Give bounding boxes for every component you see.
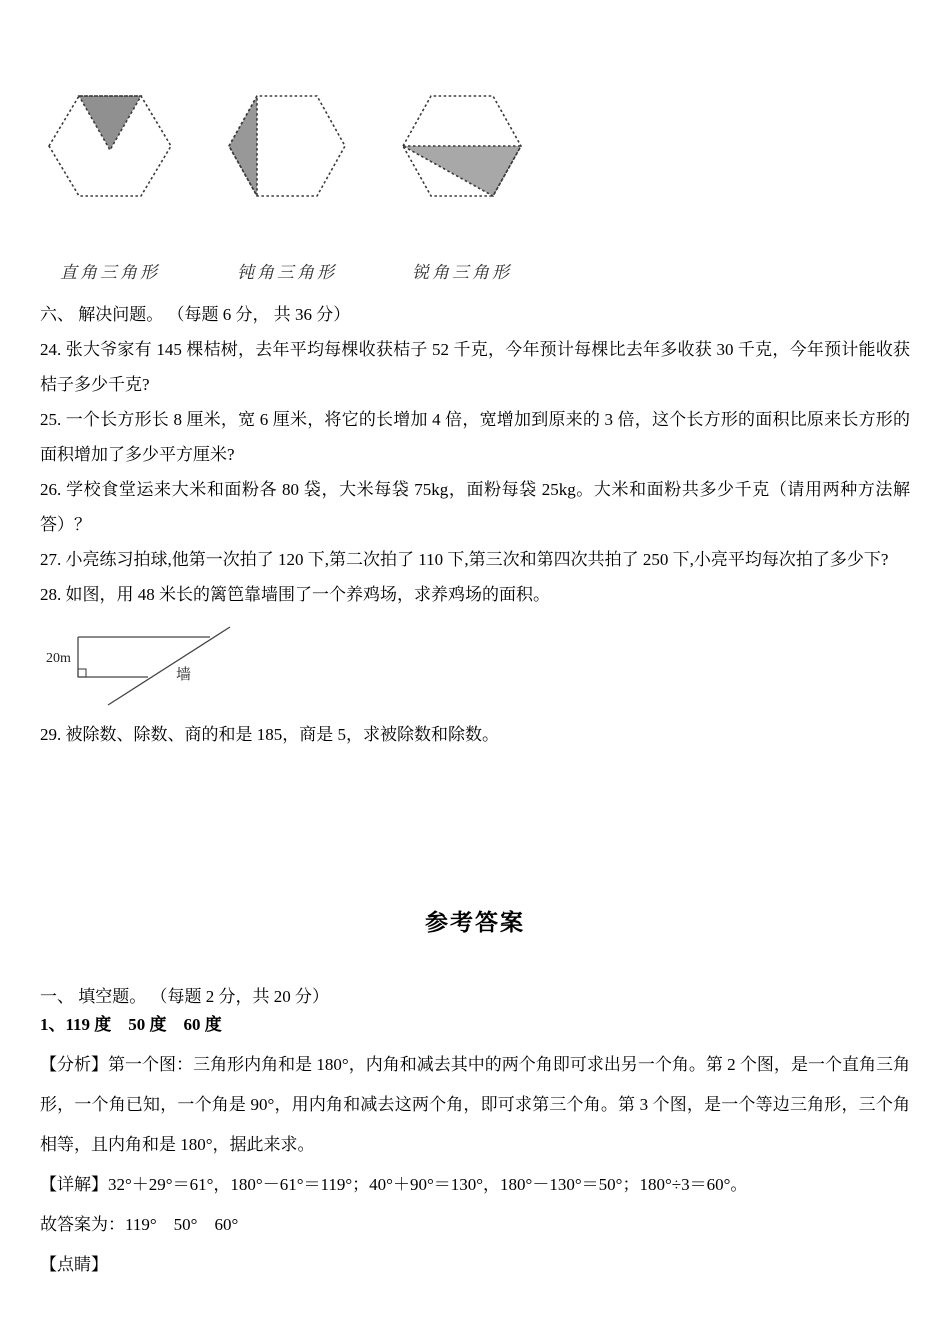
wall-line bbox=[108, 627, 230, 705]
figure-obtuse-triangle bbox=[225, 92, 349, 283]
figure-label: 钝角三角形 bbox=[237, 263, 337, 282]
height-label: 20m bbox=[46, 651, 71, 666]
shaded-triangle bbox=[79, 96, 141, 150]
hexagon-shaded-lower-triangle-icon bbox=[399, 92, 525, 200]
wall-label: 墙 bbox=[176, 667, 192, 683]
answer-line-1: 1、119 度 50 度 60 度 bbox=[40, 1015, 222, 1034]
figure-right-triangle bbox=[45, 92, 175, 283]
chicken-farm-diagram bbox=[40, 615, 300, 717]
question-24: 24. 张大爷家有 145 棵桔树，去年平均每棵收获桔子 52 千克，今年预计每棵比去年多收获 30 千克，今年预计能收获桔子多少千克? bbox=[40, 340, 910, 394]
figure-acute-triangle bbox=[399, 92, 525, 283]
hexagon-figures-row bbox=[40, 92, 910, 283]
figure-label: 锐角三角形 bbox=[412, 263, 512, 282]
section-six-header: 六、 解决问题。 （每题 6 分， 共 36 分） bbox=[40, 305, 351, 324]
shaded-triangle bbox=[229, 96, 257, 196]
hexagon-shaded-left-triangle-icon bbox=[225, 92, 349, 200]
question-27: 27. 小亮练习拍球,他第一次拍了 120 下,第二次拍了 110 下,第三次和第四次共拍了 250 下,小亮平均每次拍了多少下? bbox=[40, 550, 889, 569]
hexagon-shaded-top-triangle-icon bbox=[45, 92, 175, 200]
figure-label: 直角三角形 bbox=[60, 263, 160, 282]
analysis-paragraph: 【分析】第一个图：三角形内角和是 180°，内角和减去其中的两个角即可求出另一个角。第 2 个图，是一个直角三角形，一个角已知，一个角是 90°，用内角和减去这两个角，即可求第三个角。第 3 个图，是一个等边三角形，三个角相等，且内角和是 180°，据此来求。 bbox=[40, 1055, 910, 1154]
right-angle-mark bbox=[78, 669, 86, 677]
conclusion-paragraph: 故答案为：119° 50° 60° bbox=[40, 1215, 239, 1234]
problems-section bbox=[40, 297, 910, 752]
answers-section bbox=[40, 983, 910, 1285]
question-28: 28. 如图，用 48 米长的篱笆靠墙围了一个养鸡场，求养鸡场的面积。 bbox=[40, 585, 550, 604]
question-25: 25. 一个长方形长 8 厘米，宽 6 厘米，将它的长增加 4 倍，宽增加到原来的 3 倍，这个长方形的面积比原来长方形的面积增加了多少平方厘米? bbox=[40, 410, 910, 464]
detail-paragraph: 【详解】32°＋29°＝61°，180°－61°＝119°；40°＋90°＝130°，180°－130°＝50°；180°÷3＝60°。 bbox=[40, 1175, 748, 1194]
note-paragraph: 【点睛】 bbox=[40, 1255, 108, 1274]
answers-heading: 参考答案 bbox=[425, 909, 525, 935]
answers-section-one-header: 一、 填空题。 （每题 2 分，共 20 分） bbox=[40, 987, 329, 1006]
question-29: 29. 被除数、除数、商的和是 185，商是 5，求被除数和除数。 bbox=[40, 725, 499, 744]
question-26: 26. 学校食堂运来大米和面粉各 80 袋，大米每袋 75kg，面粉每袋 25kg。大米和面粉共多少千克（请用两种方法解答）？ bbox=[40, 480, 910, 534]
shaded-triangle bbox=[403, 146, 521, 196]
chicken-farm-diagram-wrap bbox=[40, 615, 910, 717]
